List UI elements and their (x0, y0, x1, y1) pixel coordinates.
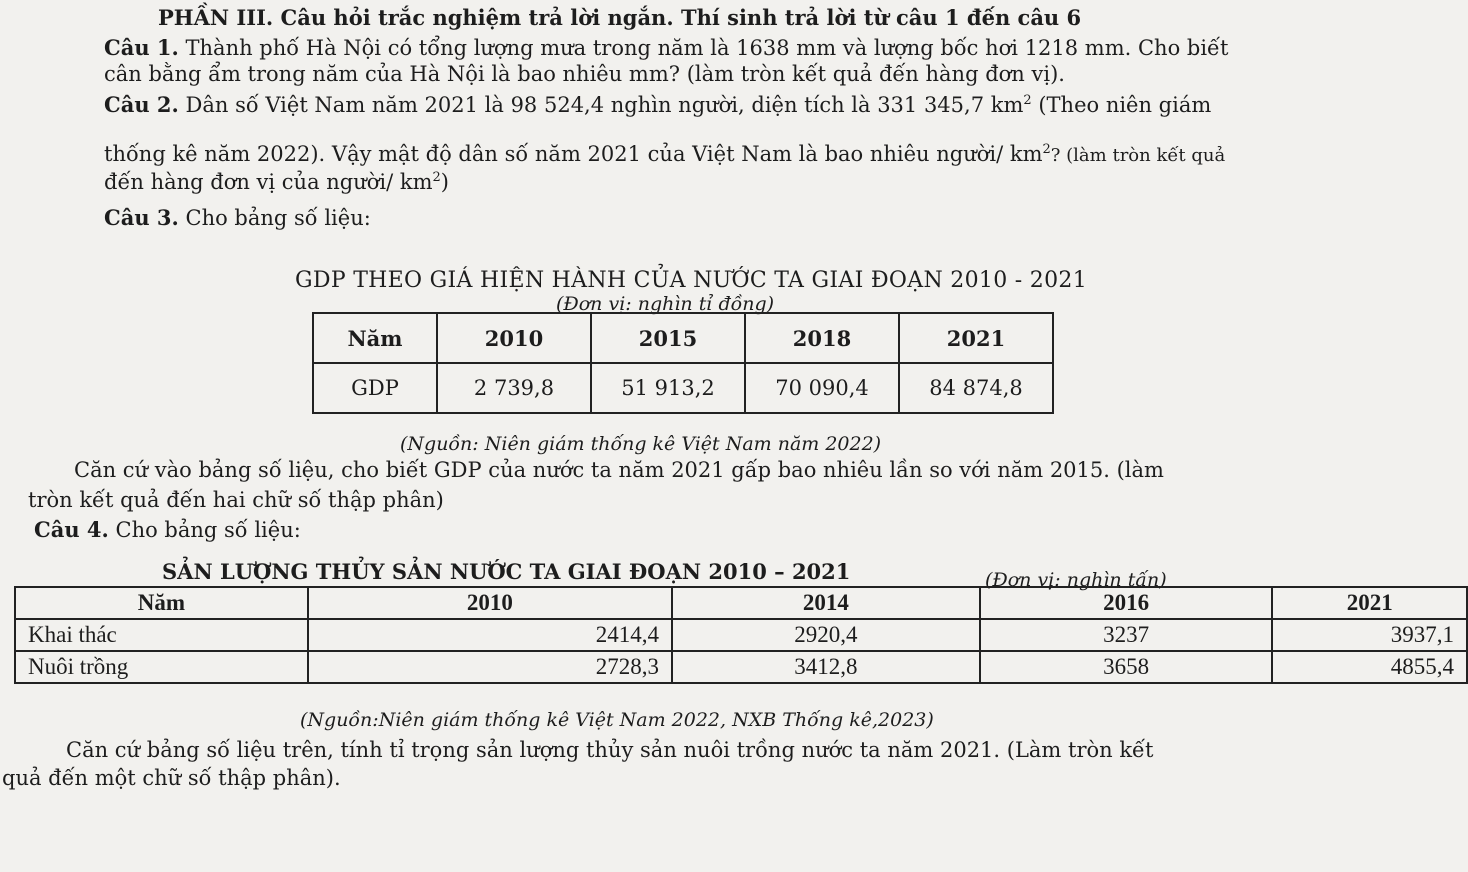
question-2-label: Câu 2. (104, 92, 179, 117)
table-cell: 3412,8 (672, 651, 980, 683)
gdp-table-unit: (Đơn vị: nghìn tỉ đồng) (556, 293, 775, 315)
table-cell: 3658 (980, 651, 1273, 683)
question-4-ask-line-1: Căn cứ bảng số liệu trên, tính tỉ trọng sản lượng thủy sản nuôi trồng nước ta năm 2021. (Làm tròn kết (66, 738, 1154, 762)
table-header-cell: 2015 (591, 313, 745, 363)
question-3-label: Câu 3. (104, 205, 179, 230)
table-header-cell: 2014 (672, 587, 980, 619)
table-cell: 70 090,4 (745, 363, 899, 413)
fishery-table-title: SẢN LƯỢNG THỦY SẢN NƯỚC TA GIAI ĐOẠN 2010 – 2021 (162, 559, 851, 584)
gdp-table-source: (Nguồn: Niên giám thống kê Việt Nam năm 2022) (400, 433, 882, 455)
question-1-line-1: Câu 1. Thành phố Hà Nội có tổng lượng mưa trong năm là 1638 mm và lượng bốc hơi 1218 mm. Cho biết (104, 35, 1229, 60)
table-header-cell: 2021 (1272, 587, 1467, 619)
table-cell: 3937,1 (1272, 619, 1467, 651)
table-cell: 84 874,8 (899, 363, 1053, 413)
question-2-line-1: Câu 2. Dân số Việt Nam năm 2021 là 98 524,4 nghìn người, diện tích là 331 345,7 $km^2$ (Theo niên giám (104, 92, 1212, 117)
table-header-cell: 2016 (980, 587, 1273, 619)
table-cell: GDP (313, 363, 437, 413)
question-3-intro: Câu 3. Cho bảng số liệu: (104, 205, 371, 230)
table-header-cell: 2010 (437, 313, 591, 363)
table-row (15, 651, 1467, 683)
table-header-cell: 2010 (308, 587, 672, 619)
question-4-ask-line-2: quả đến một chữ số thập phân). (2, 766, 341, 790)
table-header-cell: 2021 (899, 313, 1053, 363)
table-header-cell: Năm (15, 587, 308, 619)
table-cell: Nuôi trồng (15, 651, 308, 683)
question-1-label: Câu 1. (104, 35, 179, 60)
question-4-intro: Câu 4. Cho bảng số liệu: (34, 517, 301, 542)
table-cell: 4855,4 (1272, 651, 1467, 683)
gdp-table-title: GDP THEO GIÁ HIỆN HÀNH CỦA NƯỚC TA GIAI ĐOẠN 2010 - 2021 (295, 268, 1087, 293)
table-row (15, 619, 1467, 651)
question-2-line-3: đến hàng đơn vị của người/ $km^2$) (104, 170, 449, 194)
question-3-ask-line-1: Căn cứ vào bảng số liệu, cho biết GDP của nước ta năm 2021 gấp bao nhiêu lần so với năm 2015. (làm (74, 458, 1164, 482)
question-3-ask-line-2: tròn kết quả đến hai chữ số thập phân) (28, 488, 444, 512)
question-2-line-2: thống kê năm 2022). Vậy mật độ dân số năm 2021 của Việt Nam là bao nhiêu người/ $km^2$? (làm tròn kết quả (104, 142, 1226, 166)
table-cell: 2920,4 (672, 619, 980, 651)
table-header-cell: Năm (313, 313, 437, 363)
table-header-cell: 2018 (745, 313, 899, 363)
table-cell: Khai thác (15, 619, 308, 651)
fishery-table (14, 586, 1468, 684)
table-cell: 3237 (980, 619, 1273, 651)
fishery-table-source: (Nguồn:Niên giám thống kê Việt Nam 2022, NXB Thống kê,2023) (300, 709, 934, 731)
section-header: PHẦN III. Câu hỏi trắc nghiệm trả lời ngắn. Thí sinh trả lời từ câu 1 đến câu 6 (158, 5, 1082, 30)
table-row (313, 363, 1053, 413)
question-4-label: Câu 4. (34, 517, 109, 542)
table-row (313, 313, 1053, 363)
question-1-line-2: cân bằng ẩm trong năm của Hà Nội là bao nhiêu mm? (làm tròn kết quả đến hàng đơn vị). (104, 62, 1065, 86)
gdp-table (312, 312, 1054, 414)
fishery-table-unit: (Đơn vị: nghìn tấn) (985, 569, 1167, 591)
table-row (15, 587, 1467, 619)
table-cell: 2414,4 (308, 619, 672, 651)
table-cell: 51 913,2 (591, 363, 745, 413)
table-cell: 2728,3 (308, 651, 672, 683)
table-cell: 2 739,8 (437, 363, 591, 413)
